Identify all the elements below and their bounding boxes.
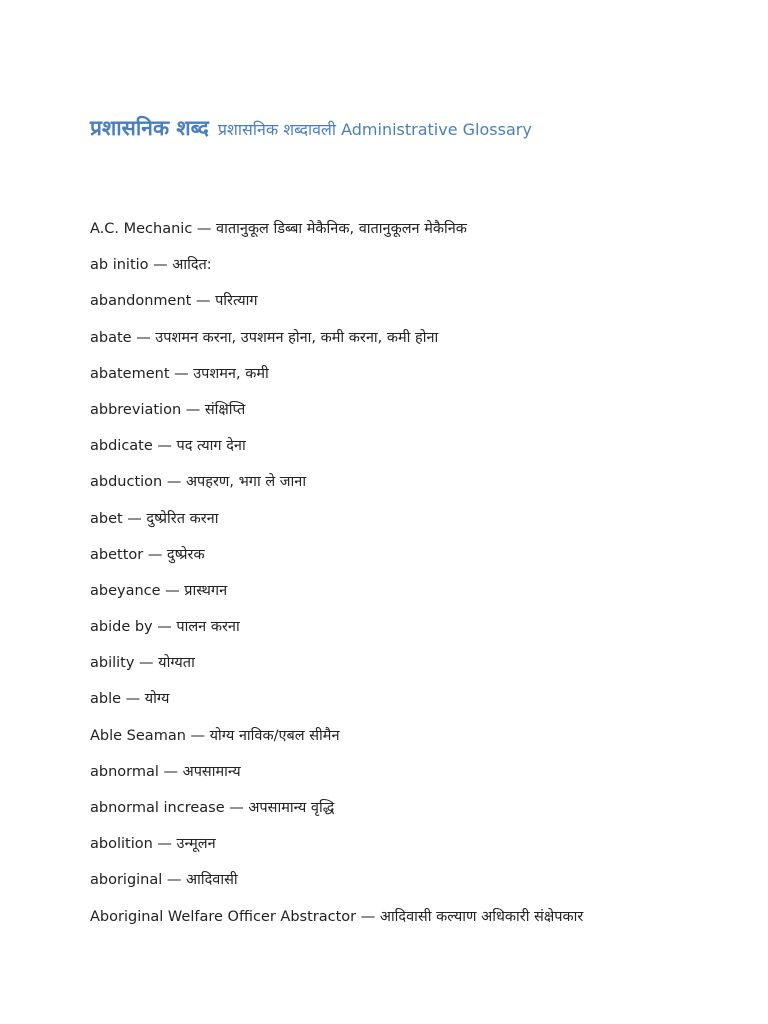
glossary-entry: abatement — उपशमन, कमी [90,365,269,382]
glossary-entry: abeyance — प्रास्थगन [90,582,228,599]
glossary-entry: abnormal increase — अपसामान्य वृद्धि [90,800,335,816]
glossary-entry: aboriginal — आदिवासी [90,872,238,889]
glossary-entry: abnormal — अपसामान्य [90,763,241,780]
title-subtitle: प्रशासनिक शब्दावली Administrative Glossary [217,120,532,139]
glossary-entry: able — योग्य [90,691,170,708]
glossary-entry: abbreviation — संक्षिप्ति [90,401,246,418]
glossary-entry: abide by — पालन करना [90,619,240,636]
glossary-entry: Aboriginal Welfare Officer Abstractor — आदिवासी कल्याण अधिकारी संक्षेपकार [90,908,584,925]
title-main: प्रशासनिक शब्द [90,116,209,140]
glossary-entry: abate — उपशमन करना, उपशमन होना, कमी करना, कमी होना [90,329,439,346]
glossary-entry: abduction — अपहरण, भगा ले जाना [90,474,307,491]
glossary-entry: abandonment — परित्याग [90,293,258,310]
glossary-list [90,216,583,940]
page-title [90,114,532,142]
glossary-entry: A.C. Mechanic — वातानुकूल डिब्बा मेकैनिक, वातानुकूलन मेकैनिक [90,221,467,237]
glossary-entry: ability — योग्यता [90,655,195,672]
glossary-entry: abet — दुष्प्रेरित करना [90,510,219,527]
glossary-entry: abdicate — पद त्याग देना [90,438,246,455]
glossary-entry: abolition — उन्मूलन [90,836,216,853]
glossary-entry: Able Seaman — योग्य नाविक/एबल सीमैन [90,727,340,744]
glossary-entry: ab initio — आदित: [90,257,212,274]
glossary-entry: abettor — दुष्प्रेरक [90,546,205,563]
